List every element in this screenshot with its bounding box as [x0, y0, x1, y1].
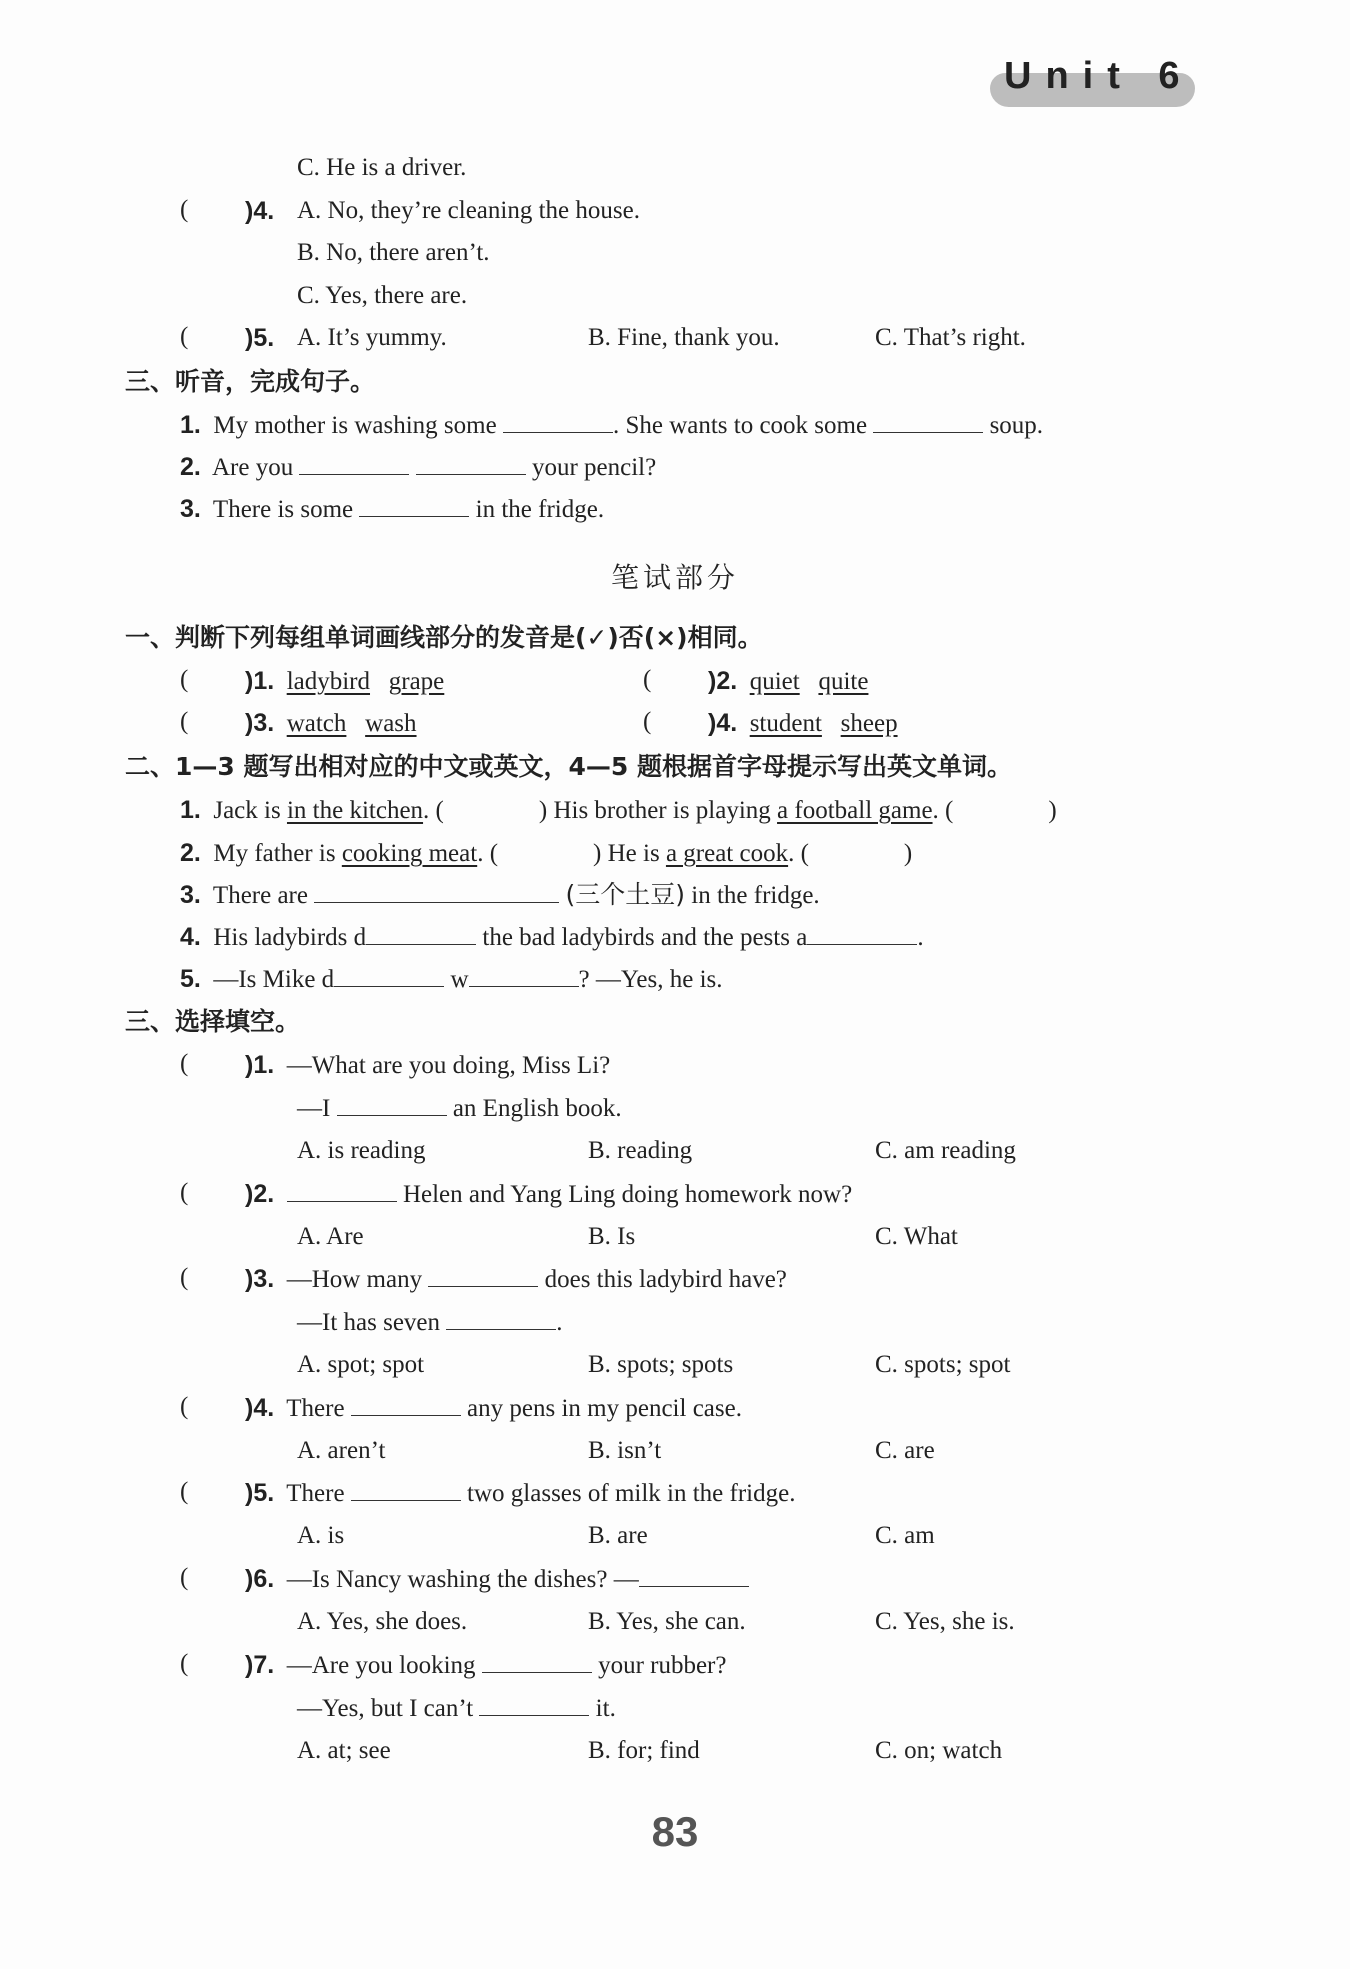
mc-q7-stem: )7. —Are you looking your rubber?	[245, 1651, 727, 1679]
mc-q7-option-a: A. at; see	[297, 1737, 391, 1764]
blank[interactable]	[446, 1307, 556, 1330]
blank[interactable]	[416, 452, 526, 475]
mc-q5-option-a: A. is	[297, 1522, 345, 1549]
page-number: 83	[651, 1808, 699, 1855]
mc-q1-option-c: C. am reading	[875, 1137, 1016, 1164]
blank[interactable]	[337, 1093, 447, 1116]
mc-q5-option-c: C. am	[875, 1522, 935, 1549]
mc-q2-stem: )2. Helen and Yang Ling doing homework now?	[245, 1180, 853, 1208]
blank[interactable]	[366, 922, 476, 945]
blank[interactable]	[503, 410, 613, 433]
blank[interactable]	[873, 410, 983, 433]
section-heading-pronunciation: 一、判断下列每组单词画线部分的发音是(✓)否(×)相同。	[125, 623, 763, 652]
unit-label: Unit 6	[1004, 55, 1194, 97]
blank[interactable]	[482, 1650, 592, 1673]
translate-sentence-2: 2. My father is cooking meat. ( ) He is a great cook. ( )	[180, 839, 913, 867]
mc-q4-option-c: C. are	[875, 1437, 935, 1464]
pron-item-1: )1. ladybird grape	[245, 667, 445, 695]
mc-q2-option-b: B. Is	[588, 1223, 636, 1250]
listen-q5-option-c: C. That’s right.	[875, 324, 1026, 351]
listen-q4-option-b: B. No, there aren’t.	[297, 239, 490, 266]
listen-q4-option-c: C. Yes, there are.	[297, 282, 468, 309]
blank[interactable]	[351, 1478, 461, 1501]
mc-q3-option-a: A. spot; spot	[297, 1351, 425, 1378]
blank[interactable]	[639, 1564, 749, 1587]
translate-sentence-3: 3. There are (三个土豆) in the fridge.	[180, 880, 820, 909]
mc-q3-line2: —It has seven .	[297, 1309, 563, 1336]
translate-sentence-4: 4. His ladybirds d the bad ladybirds and the pests a .	[180, 923, 924, 951]
answer-paren[interactable]: (	[180, 323, 189, 350]
listen-sentence-3: 3. There is some in the fridge.	[180, 495, 605, 523]
blank[interactable]	[299, 452, 409, 475]
written-part-title: 笔试部分	[610, 561, 739, 594]
answer-paren[interactable]: (	[180, 1650, 189, 1677]
listen-q3-option-c: C. He is a driver.	[297, 154, 467, 181]
answer-paren[interactable]: (	[180, 1050, 189, 1077]
mc-q5-option-b: B. are	[588, 1522, 648, 1549]
unit-badge	[990, 55, 1195, 110]
answer-paren[interactable]: (	[643, 666, 652, 693]
mc-q1-option-a: A. is reading	[297, 1137, 426, 1164]
mc-q2-option-a: A. Are	[297, 1223, 364, 1250]
section-heading-multiple-choice: 三、选择填空。	[125, 1007, 301, 1036]
translate-sentence-5: 5. —Is Mike d w ? —Yes, he is.	[180, 965, 723, 993]
answer-paren[interactable]: (	[180, 1264, 189, 1291]
mc-q3-option-c: C. spots; spot	[875, 1351, 1011, 1378]
listen-q4-option-a: A. No, they’re cleaning the house.	[297, 197, 640, 224]
pron-item-4: )4. student sheep	[708, 709, 898, 737]
answer-paren[interactable]: (	[180, 1478, 189, 1505]
answer-paren[interactable]: (	[643, 708, 652, 735]
section-heading-translate: 二、1—3 题写出相对应的中文或英文，4—5 题根据首字母提示写出英文单词。	[125, 752, 1012, 781]
listen-q4-number: )4.	[245, 197, 275, 225]
blank[interactable]	[334, 964, 444, 987]
listen-q5-option-b: B. Fine, thank you.	[588, 324, 780, 351]
mc-q7-option-b: B. for; find	[588, 1737, 700, 1764]
listen-sentence-1: 1. My mother is washing some . She wants to cook some soup.	[180, 411, 1044, 439]
answer-paren[interactable]: (	[180, 666, 189, 693]
answer-paren[interactable]: (	[180, 1564, 189, 1591]
mc-q7-option-c: C. on; watch	[875, 1737, 1003, 1764]
blank[interactable]	[479, 1693, 589, 1716]
mc-q1-stem: )1. —What are you doing, Miss Li?	[245, 1051, 611, 1079]
answer-paren[interactable]: (	[180, 196, 189, 223]
listen-sentence-2: 2. Are you your pencil?	[180, 453, 657, 481]
answer-paren[interactable]: (	[180, 1393, 189, 1420]
translate-sentence-1: 1. Jack is in the kitchen. ( ) His brother is playing a football game. ( )	[180, 796, 1057, 824]
mc-q2-option-c: C. What	[875, 1223, 958, 1250]
blank[interactable]	[807, 922, 917, 945]
mc-q6-option-c: C. Yes, she is.	[875, 1608, 1015, 1635]
mc-q4-option-b: B. isn’t	[588, 1437, 662, 1464]
blank[interactable]	[469, 964, 579, 987]
answer-paren[interactable]: (	[180, 1179, 189, 1206]
mc-q1-line2: —I an English book.	[297, 1095, 622, 1122]
mc-q5-stem: )5. There two glasses of milk in the fridge.	[245, 1479, 796, 1507]
blank[interactable]	[359, 494, 469, 517]
mc-q4-option-a: A. aren’t	[297, 1437, 386, 1464]
pron-item-2: )2. quiet quite	[708, 667, 869, 695]
mc-q7-line2: —Yes, but I can’t it.	[297, 1695, 616, 1722]
listen-q5-option-a: A. It’s yummy.	[297, 324, 447, 351]
mc-q6-option-b: B. Yes, she can.	[588, 1608, 746, 1635]
mc-q4-stem: )4. There any pens in my pencil case.	[245, 1394, 742, 1422]
listen-q5-number: )5.	[245, 324, 275, 352]
blank[interactable]	[287, 1179, 397, 1202]
mc-q3-stem: )3. —How many does this ladybird have?	[245, 1265, 787, 1293]
mc-q6-option-a: A. Yes, she does.	[297, 1608, 468, 1635]
answer-paren[interactable]: (	[180, 708, 189, 735]
section-heading-listen-complete: 三、听音，完成句子。	[125, 367, 376, 396]
blank[interactable]	[428, 1264, 538, 1287]
blank[interactable]	[351, 1393, 461, 1416]
mc-q1-option-b: B. reading	[588, 1137, 693, 1164]
blank[interactable]	[314, 880, 559, 903]
mc-q3-option-b: B. spots; spots	[588, 1351, 734, 1378]
mc-q6-stem: )6. —Is Nancy washing the dishes? —	[245, 1564, 749, 1595]
pron-item-3: )3. watch wash	[245, 709, 417, 737]
